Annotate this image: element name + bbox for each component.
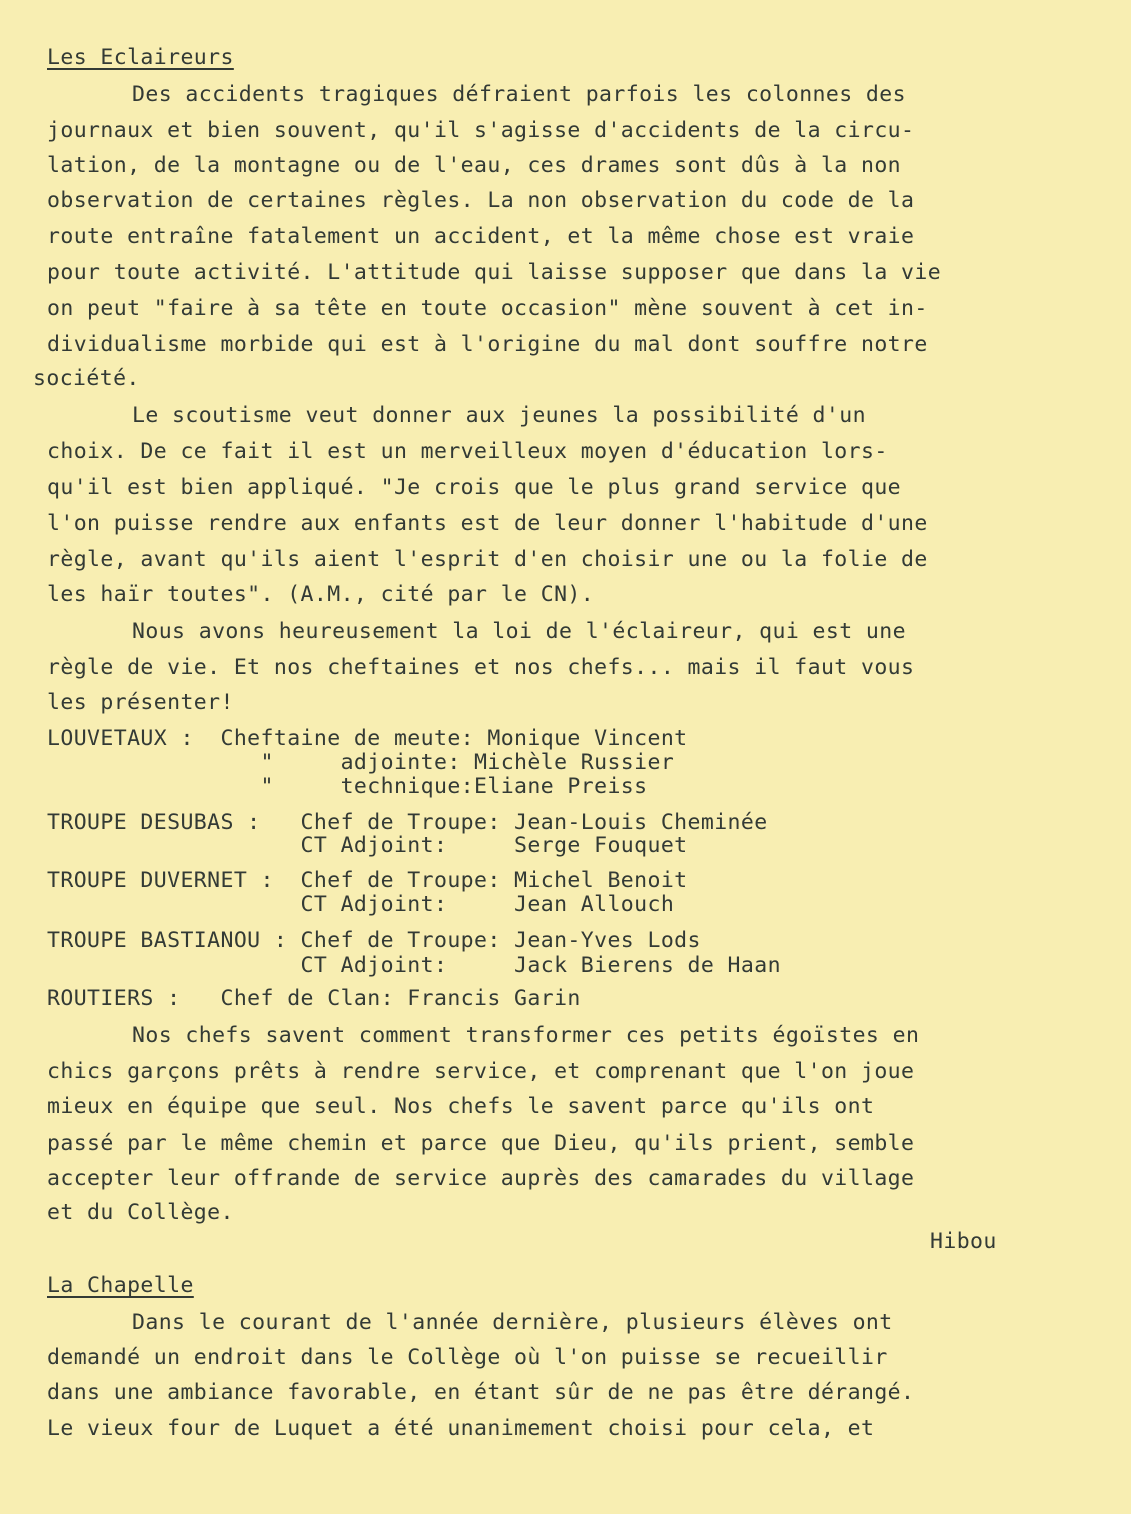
roster-line: TROUPE DUVERNET : Chef de Troupe: Michel Benoit <box>47 868 688 893</box>
roster-line: CT Adjoint: Jean Allouch <box>47 892 675 917</box>
text-line: Nous avons heureusement la loi de l'éclaireur, qui est une <box>132 619 906 644</box>
roster-line: " technique:Eliane Preiss <box>47 774 648 799</box>
text-line: dividualisme morbide qui est à l'origine du mal dont souffre notre <box>47 332 928 357</box>
text-line: règle de vie. Et nos cheftaines et nos chefs... mais il faut vous <box>47 655 915 680</box>
text-line: mieux en équipe que seul. Nos chefs le savent parce qu'ils ont <box>47 1094 875 1119</box>
roster-line: CT Adjoint: Serge Fouquet <box>47 833 688 858</box>
heading-la-chapelle: La Chapelle <box>47 1273 194 1298</box>
text-line: on peut "faire à sa tête en toute occasion" mène souvent à cet in- <box>47 296 928 321</box>
roster-line: " adjointe: Michèle Russier <box>47 750 675 775</box>
roster-line: ROUTIERS : Chef de Clan: Francis Garin <box>47 986 581 1011</box>
text-line: demandé un endroit dans le Collège où l'on puisse se recueillir <box>47 1345 888 1370</box>
text-line: société. <box>33 366 140 391</box>
text-line: dans une ambiance favorable, en étant sûr de ne pas être dérangé. <box>47 1380 915 1405</box>
text-line: Le vieux four de Luquet a été unanimement choisi pour cela, et <box>47 1416 875 1441</box>
text-line: règle, avant qu'ils aient l'esprit d'en choisir une ou la folie de <box>47 547 928 572</box>
roster-line: TROUPE BASTIANOU : Chef de Troupe: Jean-Yves Lods <box>47 928 701 953</box>
text-line: passé par le même chemin et parce que Dieu, qu'ils prient, semble <box>47 1131 915 1156</box>
text-line: chics garçons prêts à rendre service, et comprenant que l'on joue <box>47 1059 915 1084</box>
text-line: journaux et bien souvent, qu'il s'agisse d'accidents de la circu- <box>47 118 915 143</box>
text-line: les haïr toutes". (A.M., cité par le CN). <box>47 582 595 607</box>
text-line: choix. De ce fait il est un merveilleux moyen d'éducation lors- <box>47 439 888 464</box>
heading-les-eclaireurs: Les Eclaireurs <box>47 45 234 70</box>
text-line: lation, de la montagne ou de l'eau, ces drames sont dûs à la non <box>47 153 902 178</box>
text-line: route entraîne fatalement un accident, et la même chose est vraie <box>47 224 915 249</box>
text-line: Des accidents tragiques défraient parfois les colonnes des <box>132 82 906 107</box>
text-line: pour toute activité. L'attitude qui laisse supposer que dans la vie <box>47 260 942 285</box>
roster-line: CT Adjoint: Jack Bierens de Haan <box>47 953 781 978</box>
text-line: Nos chefs savent comment transformer ces petits égoïstes en <box>132 1023 920 1048</box>
text-line: qu'il est bien appliqué. "Je crois que le plus grand service que <box>47 475 902 500</box>
text-line: et du Collège. <box>47 1200 234 1225</box>
roster-line: LOUVETAUX : Cheftaine de meute: Monique Vincent <box>47 726 688 751</box>
text-line: accepter leur offrande de service auprès des camarades du village <box>47 1166 915 1191</box>
text-line: les présenter! <box>47 690 234 715</box>
text-line: l'on puisse rendre aux enfants est de leur donner l'habitude d'une <box>47 511 928 536</box>
signature-hibou: Hibou <box>930 1229 997 1254</box>
text-line: Dans le courant de l'année dernière, plusieurs élèves ont <box>132 1310 893 1335</box>
text-line: observation de certaines règles. La non observation du code de la <box>47 188 915 213</box>
text-line: Le scoutisme veut donner aux jeunes la possibilité d'un <box>132 403 866 428</box>
roster-line: TROUPE DESUBAS : Chef de Troupe: Jean-Louis Cheminée <box>47 810 768 835</box>
